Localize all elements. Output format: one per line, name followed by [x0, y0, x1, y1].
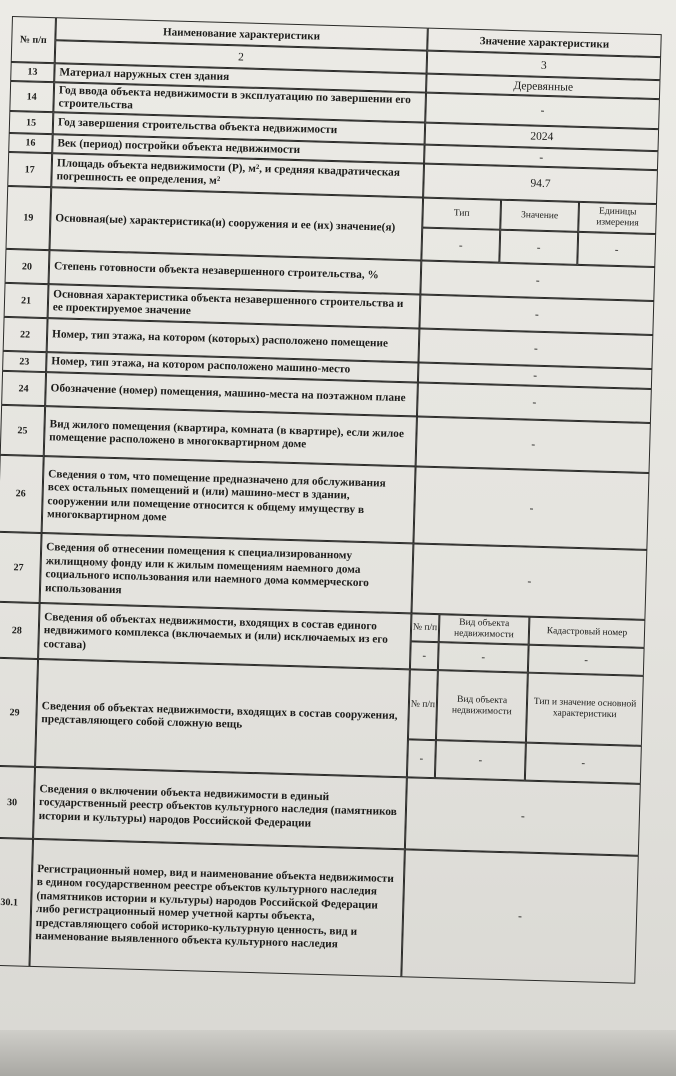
- row-19-label: Основная(ые) характеристика(и) сооружения и ее (их) значение(я): [49, 187, 423, 260]
- row-14-value: -: [425, 93, 660, 130]
- header-col-2: 2: [55, 40, 427, 73]
- row-20-value: -: [420, 261, 655, 302]
- row-28-no-value: -: [410, 641, 439, 670]
- row-14-num: 14: [9, 81, 54, 112]
- row-23-label: Номер, тип этажа, на котором расположено машино-место: [46, 352, 418, 382]
- row-28-kind-header: Вид объекта недвижимости: [439, 614, 530, 645]
- row-25-value: -: [416, 416, 651, 473]
- row-30-1-value: -: [401, 849, 638, 983]
- row-17-label: Площадь объекта недвижимости (Р), м², и средняя квадратическая погрешность ее определения, м²: [51, 153, 424, 197]
- row-20-label: Степень готовности объекта незавершенного строительства, %: [49, 250, 422, 294]
- row-29-kind-header: Вид объекта недвижимости: [436, 670, 528, 742]
- row-17-value: 94.7: [423, 164, 658, 205]
- row-22-num: 22: [3, 317, 48, 352]
- row-17-num: 17: [7, 152, 52, 187]
- row-24-value: -: [417, 382, 652, 423]
- row-16-num: 16: [8, 133, 53, 153]
- row-29-no-value: -: [407, 739, 436, 778]
- row-29-label: Сведения об объектах недвижимости, входящих в состав сооружения, представляющего собой сложную вещь: [35, 659, 410, 777]
- row-23-value: -: [418, 362, 652, 389]
- row-19-value-header: Значение: [500, 200, 579, 232]
- row-26-value: -: [413, 466, 649, 550]
- row-22-value: -: [418, 328, 653, 369]
- header-num: № п/п: [11, 16, 56, 63]
- row-30-value: -: [405, 777, 641, 856]
- row-28-cadastral-value: -: [528, 645, 645, 676]
- row-25-label: Вид жилого помещения (квартира, комната (в квартире), если жилое помещение расположено в многоквартирном доме: [44, 406, 417, 466]
- row-21-num: 21: [4, 283, 49, 318]
- row-27-value: -: [411, 543, 647, 620]
- row-28-num: 28: [0, 602, 40, 659]
- row-26-label: Сведения о том, что помещение предназначено для обслуживания всех остальных помещений и (или) машино-мест в здании, сооружении или помещение относится к общему имуществу в многоквартирном доме: [42, 456, 416, 543]
- page-shadow: [0, 1030, 676, 1076]
- row-19-type-header: Тип: [422, 198, 501, 230]
- row-15-num: 15: [9, 111, 54, 134]
- row-29-type-header: Тип и значение основной характеристики: [526, 673, 644, 746]
- row-19-value-value: -: [499, 230, 578, 265]
- row-28-cadastral-header: Кадастровый номер: [529, 617, 646, 648]
- row-19-type-value: -: [421, 228, 500, 263]
- header-name: Наименование характеристики: [55, 17, 427, 50]
- header-value: Значение характеристики: [427, 28, 662, 58]
- row-15-label: Год завершения строительства объекта недвижимости: [53, 112, 425, 144]
- row-28-kind-value: -: [438, 642, 529, 673]
- row-30-1-num: 30.1: [0, 838, 33, 967]
- row-20-num: 20: [5, 249, 50, 284]
- row-28-no-header: № п/п: [411, 613, 440, 642]
- row-28-label: Сведения об объектах недвижимости, входящих в состав единого недвижимого комплекса (включаемых и (или) исключаемых из его состава): [38, 603, 411, 669]
- row-25-num: 25: [0, 405, 45, 456]
- row-27-label: Сведения об отнесении помещения к специализированному жилищному фонду или к жилым помещениям наемного дома социального использования или наемного дома коммерческого использования: [40, 533, 414, 613]
- row-30-label: Сведения о включении объекта недвижимости в единый государственный реестр объектов культурного наследия (памятников истории и культуры) народов Российской Федерации: [33, 767, 407, 849]
- row-19-num: 19: [5, 186, 51, 250]
- row-21-label: Основная характеристика объекта незавершенного строительства и ее проектируемое значение: [48, 284, 421, 328]
- row-19-units-value: -: [577, 232, 656, 267]
- row-15-value: 2024: [425, 123, 660, 152]
- row-19-units-header: Единицы измерения: [578, 202, 657, 234]
- row-21-value: -: [419, 295, 654, 336]
- row-30-num: 30: [0, 766, 35, 839]
- row-13-value: Деревянные: [426, 74, 660, 100]
- row-14-label: Год ввода объекта недвижимости в эксплуатацию по завершении его строительства: [53, 82, 426, 122]
- characteristics-table: [0, 16, 662, 989]
- row-16-label: Век (период) постройки объекта недвижимости: [52, 134, 424, 163]
- header-col-3: 3: [427, 51, 662, 81]
- row-22-label: Номер, тип этажа, на котором (которых) расположено помещение: [47, 318, 420, 362]
- row-24-label: Обозначение (номер) помещения, машино-места на поэтажном плане: [45, 372, 418, 416]
- row-13-label: Материал наружных стен здания: [54, 63, 426, 92]
- row-29-no-header: № п/п: [408, 669, 438, 740]
- row-29-num: 29: [0, 658, 38, 767]
- row-16-value: -: [424, 145, 658, 171]
- row-30-1-label: Регистрационный номер, вид и наименование объекта недвижимости в едином государственном реестре объектов культурного наследия (памятников истории и культуры) народов Российской Федерации либо регистрационный номер учетной карты объекта, представляющего собой историко-культурную ценность, вид и наименование выявленного объекта культурного наследия: [29, 839, 404, 977]
- row-27-num: 27: [0, 532, 42, 603]
- row-13-num: 13: [10, 62, 55, 82]
- row-26-num: 26: [0, 455, 44, 533]
- row-24-num: 24: [1, 371, 46, 406]
- row-29-type-value: -: [525, 743, 642, 784]
- row-29-kind-value: -: [435, 740, 526, 780]
- row-23-num: 23: [2, 351, 47, 372]
